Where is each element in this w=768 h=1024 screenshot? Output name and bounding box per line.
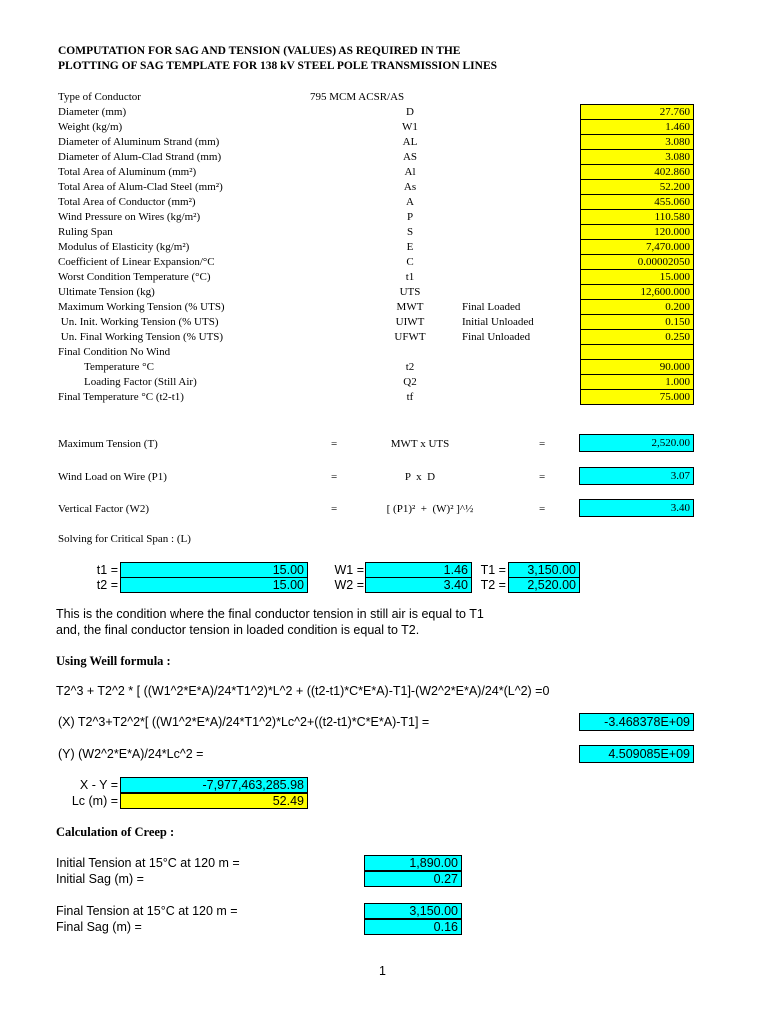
- param-value-cell: 7,470.000: [580, 239, 694, 255]
- weill-heading: Using Weill formula :: [56, 654, 171, 668]
- wind-load-equals: =: [331, 471, 338, 483]
- param-label: Un. Init. Working Tension (% UTS): [58, 316, 219, 328]
- param-note: Final Unloaded: [462, 331, 531, 343]
- param-label: Total Area of Aluminum (mm²): [58, 166, 197, 178]
- max-tension-formula: MWT x UTS: [390, 438, 450, 450]
- param-label: Ruling Span: [58, 226, 113, 238]
- param-symbol: AS: [402, 151, 418, 163]
- wind-load-value: 3.07: [579, 467, 694, 485]
- weill-formula: T2^3 + T2^2 * [ ((W1^2*E*A)/24*T1^2)*L^2 + ((t2-t1)*C*E*A)-T1]-(W2^2*E*A)/24*(L^2) =0: [56, 684, 550, 698]
- conductor-type-value: 795 MCM ACSR/AS: [310, 91, 405, 103]
- param-label: Ultimate Tension (kg): [58, 286, 155, 298]
- param-value-cell: 0.200: [580, 299, 694, 315]
- weill-x-label: (X) T2^3+T2^2*[ ((W1^2*E*A)/24*T1^2)*Lc^2+((t2-t1)*C*E*A)-T1] =: [58, 715, 430, 729]
- param-symbol: S: [406, 226, 414, 238]
- param-value-cell: 12,600.000: [580, 284, 694, 300]
- param-label: Weight (kg/m): [58, 121, 123, 133]
- initial-sag-label: Initial Sag (m) =: [56, 872, 144, 886]
- param-symbol: W1: [402, 121, 418, 133]
- T1-value: 3,150.00: [508, 562, 580, 578]
- param-symbol: t2: [405, 361, 415, 373]
- param-value-cell: 0.150: [580, 314, 694, 330]
- T2-label: T2 =: [480, 578, 506, 592]
- final-tension-label: Final Tension at 15°C at 120 m =: [56, 904, 238, 918]
- vertical-factor-label: Vertical Factor (W2): [58, 503, 150, 515]
- param-value-cell: 52.200: [580, 179, 694, 195]
- param-value-cell: 75.000: [580, 389, 694, 405]
- wind-load-equals-2: =: [539, 471, 546, 483]
- condition-text-line2: and, the final conductor tension in loaded condition is equal to T2.: [56, 623, 420, 637]
- param-value-cell: 27.760: [580, 104, 694, 120]
- param-symbol: A: [406, 196, 414, 208]
- initial-tension-label: Initial Tension at 15°C at 120 m =: [56, 856, 240, 870]
- vertical-factor-value: 3.40: [579, 499, 694, 517]
- param-label: Worst Condition Temperature (°C): [58, 271, 211, 283]
- final-sag-value: 0.16: [364, 919, 462, 935]
- param-value-cell: 1.000: [580, 374, 694, 390]
- param-symbol: t1: [405, 271, 415, 283]
- param-label: Un. Final Working Tension (% UTS): [58, 331, 224, 343]
- t1-value: 15.00: [120, 562, 308, 578]
- initial-tension-value: 1,890.00: [364, 855, 462, 871]
- weill-y-value: 4.509085E+09: [579, 745, 694, 763]
- param-note: Final Loaded: [462, 301, 521, 313]
- param-symbol: MWT: [396, 301, 424, 313]
- param-symbol: AL: [402, 136, 418, 148]
- max-tension-value: 2,520.00: [579, 434, 694, 452]
- param-value-cell: 15.000: [580, 269, 694, 285]
- param-label: Loading Factor (Still Air): [84, 376, 197, 388]
- x-minus-y-label: X - Y =: [79, 778, 118, 792]
- param-symbol: C: [406, 256, 414, 268]
- t2-value: 15.00: [120, 577, 308, 593]
- param-value-cell: 110.580: [580, 209, 694, 225]
- max-tension-equals: =: [331, 438, 338, 450]
- param-value-cell: 402.860: [580, 164, 694, 180]
- wind-load-formula: P x D: [404, 471, 436, 483]
- critical-span-heading: Solving for Critical Span : (L): [58, 533, 191, 545]
- max-tension-label: Maximum Tension (T): [58, 438, 158, 450]
- param-label: Modulus of Elasticity (kg/m²): [58, 241, 190, 253]
- param-value-cell: 120.000: [580, 224, 694, 240]
- w2-value: 3.40: [365, 577, 472, 593]
- param-value-cell: 90.000: [580, 359, 694, 375]
- t2-label: t2 =: [96, 578, 118, 592]
- param-value-cell: 455.060: [580, 194, 694, 210]
- param-value-cell: 3.080: [580, 134, 694, 150]
- param-value-cell: 3.080: [580, 149, 694, 165]
- conductor-type-label: Type of Conductor: [58, 91, 141, 103]
- param-symbol: Al: [404, 166, 416, 178]
- weill-y-label: (Y) (W2^2*E*A)/24*Lc^2 =: [58, 747, 204, 761]
- param-symbol: UFWT: [394, 331, 426, 343]
- param-note: Initial Unloaded: [462, 316, 534, 328]
- document-title-line1: COMPUTATION FOR SAG AND TENSION (VALUES) AS REQUIRED IN THE: [58, 45, 461, 57]
- x-minus-y-value: -7,977,463,285.98: [120, 777, 308, 793]
- condition-text-line1: This is the condition where the final conductor tension in still air is equal to T1: [56, 607, 484, 621]
- param-symbol: D: [406, 106, 414, 118]
- param-label: Temperature °C: [84, 361, 154, 373]
- param-label: Total Area of Conductor (mm²): [58, 196, 196, 208]
- lc-label: Lc (m) =: [71, 794, 118, 808]
- param-label: Wind Pressure on Wires (kg/m²): [58, 211, 201, 223]
- weill-x-value: -3.468378E+09: [579, 713, 694, 731]
- final-sag-label: Final Sag (m) =: [56, 920, 142, 934]
- max-tension-equals-2: =: [539, 438, 546, 450]
- param-label: Maximum Working Tension (% UTS): [58, 301, 225, 313]
- wind-load-label: Wind Load on Wire (P1): [58, 471, 167, 483]
- param-label: Diameter of Alum-Clad Strand (mm): [58, 151, 222, 163]
- param-symbol: tf: [406, 391, 414, 403]
- param-value-cell: 0.00002050: [580, 254, 694, 270]
- creep-heading: Calculation of Creep :: [56, 825, 175, 839]
- T2-value: 2,520.00: [508, 577, 580, 593]
- vertical-factor-formula: [ (P1)² + (W)² ]^½: [386, 503, 474, 515]
- param-symbol: Q2: [403, 376, 417, 388]
- param-symbol: UTS: [399, 286, 421, 298]
- t1-label: t1 =: [96, 563, 118, 577]
- param-value-cell: 1.460: [580, 119, 694, 135]
- w1-value: 1.46: [365, 562, 472, 578]
- param-label: Final Temperature °C (t2-t1): [58, 391, 184, 403]
- param-symbol: UIWT: [395, 316, 425, 328]
- param-label: Final Condition No Wind: [58, 346, 171, 358]
- vertical-factor-equals: =: [331, 503, 338, 515]
- w2-label: W2 =: [334, 578, 364, 592]
- param-symbol: P: [406, 211, 414, 223]
- param-label: Total Area of Alum-Clad Steel (mm²): [58, 181, 223, 193]
- param-label: Diameter (mm): [58, 106, 127, 118]
- page-number: 1: [379, 964, 386, 978]
- param-label: Coefficient of Linear Expansion/°C: [58, 256, 215, 268]
- T1-label: T1 =: [480, 563, 506, 577]
- param-value-cell: 0.250: [580, 329, 694, 345]
- vertical-factor-equals-2: =: [539, 503, 546, 515]
- lc-value: 52.49: [120, 793, 308, 809]
- initial-sag-value: 0.27: [364, 871, 462, 887]
- param-symbol: E: [406, 241, 414, 253]
- w1-label: W1 =: [334, 563, 364, 577]
- param-symbol: As: [403, 181, 417, 193]
- final-tension-value: 3,150.00: [364, 903, 462, 919]
- document-title-line2: PLOTTING OF SAG TEMPLATE FOR 138 kV STEEL POLE TRANSMISSION LINES: [58, 60, 498, 72]
- param-label: Diameter of Aluminum Strand (mm): [58, 136, 220, 148]
- param-value-cell: [580, 344, 694, 360]
